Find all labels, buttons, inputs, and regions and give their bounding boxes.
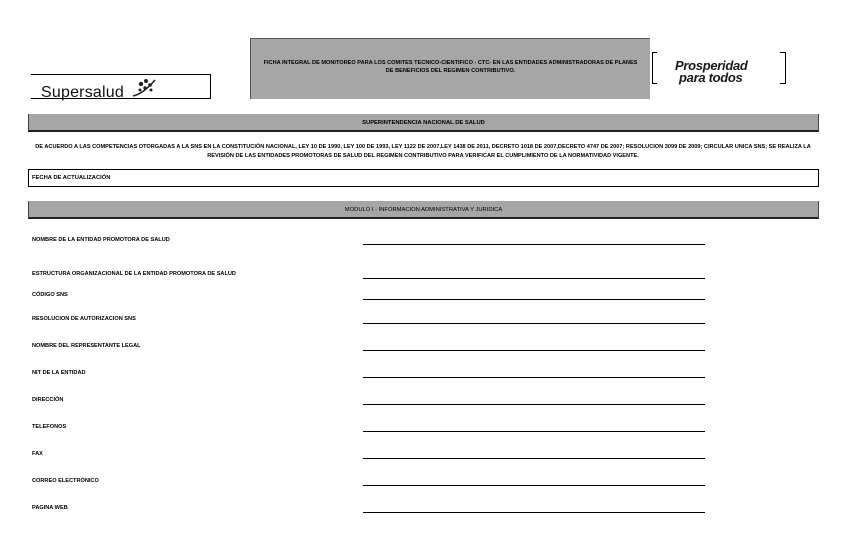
slogan-bracket-left — [652, 52, 657, 84]
field-input-line[interactable] — [363, 323, 705, 324]
field-label: FAX — [32, 451, 43, 457]
field-input-line[interactable] — [363, 485, 705, 486]
field-input-line[interactable] — [363, 299, 705, 300]
field-label: ESTRUCTURA ORGANIZACIONAL DE LA ENTIDAD PROMOTORA DE SALUD — [32, 271, 236, 277]
field-input-line[interactable] — [363, 458, 705, 459]
field-label: CORREO ELECTRÓNICO — [32, 478, 99, 484]
field-label: CÓDIGO SNS — [32, 292, 68, 298]
field-label: NIT DE LA ENTIDAD — [32, 370, 86, 376]
field-label: RESOLUCION DE AUTORIZACION SNS — [32, 316, 136, 322]
supersalud-logo-icon — [129, 74, 159, 100]
slogan-line-2: para todos — [679, 70, 743, 85]
prosperidad-logo — [675, 60, 775, 84]
field-input-line[interactable] — [363, 377, 705, 378]
slogan-bracket-right — [780, 52, 786, 84]
field-input-line[interactable] — [363, 431, 705, 432]
section-header-modulo-1: MODULO I - INFORMACION ADMINISTRATIVA Y JURIDICA — [28, 201, 819, 219]
update-date-label: FECHA DE ACTUALIZACIÓN — [32, 175, 111, 181]
slogan-line-1: Prosperidad — [675, 58, 748, 73]
update-date-field[interactable] — [28, 169, 819, 187]
form-title-box — [250, 38, 650, 99]
field-input-line[interactable] — [363, 404, 705, 405]
field-label: TELEFONOS — [32, 424, 67, 430]
field-label: NOMBRE DEL REPRESENTANTE LEGAL — [32, 343, 141, 349]
field-input-line[interactable] — [363, 512, 705, 513]
field-input-line[interactable] — [363, 278, 705, 279]
supersalud-logo-text: Supersalud — [41, 84, 124, 101]
form-title: FICHA INTEGRAL DE MONITOREO PARA LOS COMITES TECNICO-CIENTIFICO - CTC- EN LAS ENTIDADES ADMINISTRADORAS DE PLANES DE BENEFICIOS DEL REGIMEN CONTRIBUTIVO. — [263, 60, 638, 74]
field-label: DIRECCIÓN — [32, 397, 64, 403]
field-label: NOMBRE DE LA ENTIDAD PROMOTORA DE SALUD — [32, 237, 170, 243]
section-header-supersalud: SUPERINTENDENCIA NACIONAL DE SALUD — [28, 114, 819, 132]
intro-text: DE ACUERDO A LAS COMPETENCIAS OTORGADAS A LA SNS EN LA CONSTITUCIÓN NACIONAL, LEY 10 DE 1990, LEY 100 DE 1993, LEY 1122 DE 2007,LEY 1438 DE 2011, DECRETO 1018 DE 2007,DECRETO 4747 DE 2007; RESOLUCION 3099 DE 2009; CIRCULAR UNICA SNS; SE REALIZA LA REVISIÓN DE LAS ENTIDADES PROMOTORAS DE SALUD DEL REGIMEN CONTRIBUTIVO PARA VERIFICAR EL CUMPLIMIENTO DE LA NORMATIVIDAD VIGENTE. — [35, 144, 811, 159]
field-label: PAGINA WEB — [32, 505, 68, 511]
field-input-line[interactable] — [363, 350, 705, 351]
field-input-line[interactable] — [363, 244, 705, 245]
